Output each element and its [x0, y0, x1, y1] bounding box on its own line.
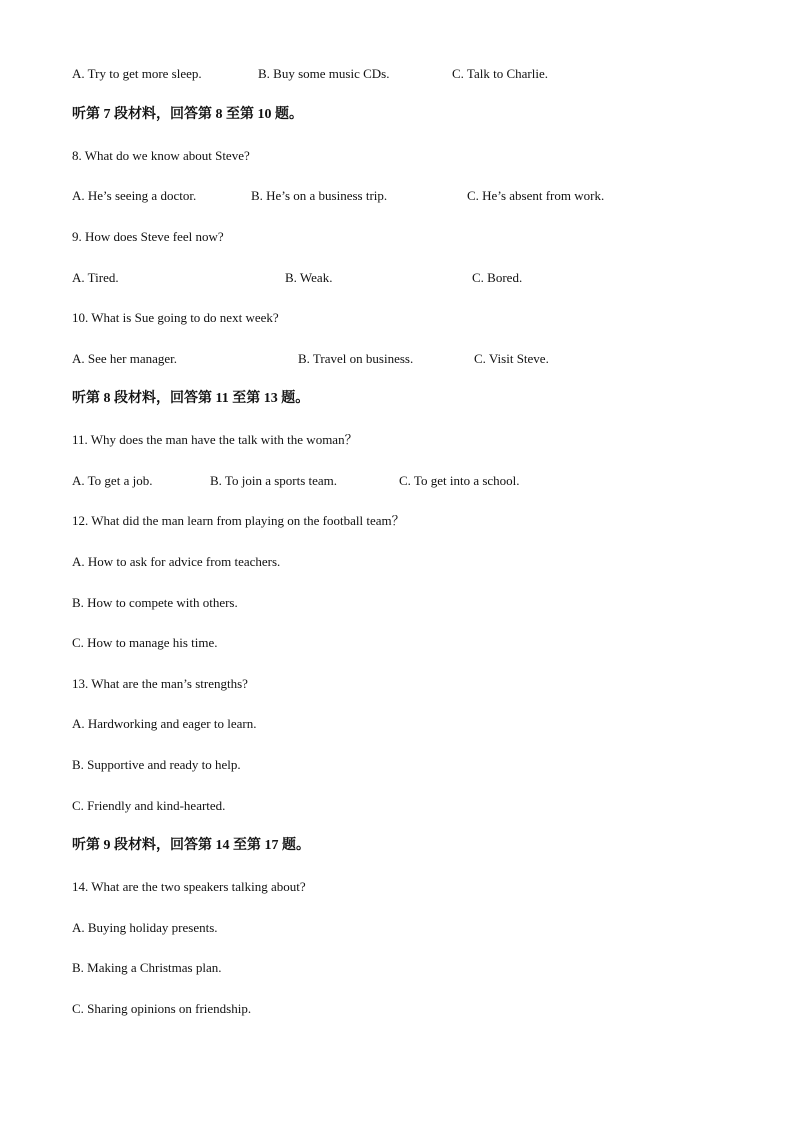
section-heading: 听第 9 段材料，回答第 14 至第 17 题。	[72, 838, 310, 853]
section-heading: 听第 8 段材料，回答第 11 至第 13 题。	[72, 391, 310, 406]
options-row	[0, 188, 794, 204]
question-line: 14. What are the two speakers talking about?	[72, 879, 306, 894]
question-line: 12. What did the man learn from playing on the football team？	[72, 513, 405, 528]
option-c: C. Visit Steve.	[474, 351, 549, 366]
option-c: C. To get into a school.	[399, 473, 520, 488]
question-line: 10. What is Sue going to do next week?	[72, 310, 279, 325]
question-line: C. Sharing opinions on friendship.	[72, 1001, 252, 1016]
option-a: A. He’s seeing a doctor.	[72, 188, 197, 203]
question-line: 8. What do we know about Steve?	[72, 148, 250, 163]
question-line: 9. How does Steve feel now?	[72, 229, 224, 244]
options-row	[0, 66, 794, 82]
option-b: B. Weak.	[285, 270, 333, 285]
option-b: B. He’s on a business trip.	[251, 188, 388, 203]
option-c: C. Talk to Charlie.	[452, 66, 548, 81]
question-line: C. How to manage his time.	[72, 635, 218, 650]
option-b: B. Travel on business.	[298, 351, 414, 366]
option-a: A. See her manager.	[72, 351, 178, 366]
option-a: A. Tired.	[72, 270, 119, 285]
option-a: A. To get a job.	[72, 473, 153, 488]
option-b: B. To join a sports team.	[210, 473, 338, 488]
question-line: 13. What are the man’s strengths?	[72, 676, 248, 691]
question-line: C. Friendly and kind-hearted.	[72, 798, 226, 813]
option-c: C. Bored.	[472, 270, 523, 285]
option-b: B. Buy some music CDs.	[258, 66, 390, 81]
option-a: A. Try to get more sleep.	[72, 66, 202, 81]
options-row	[0, 473, 794, 489]
question-line: 11. Why does the man have the talk with the woman？	[72, 432, 358, 447]
question-line: A. Buying holiday presents.	[72, 920, 218, 935]
option-c: C. He’s absent from work.	[467, 188, 605, 203]
question-line: B. Supportive and ready to help.	[72, 757, 241, 772]
options-row	[0, 270, 794, 286]
question-line: B. How to compete with others.	[72, 595, 238, 610]
options-row	[0, 351, 794, 367]
question-line: A. Hardworking and eager to learn.	[72, 716, 257, 731]
section-heading: 听第 7 段材料，回答第 8 至第 10 题。	[72, 107, 303, 122]
question-line: A. How to ask for advice from teachers.	[72, 554, 281, 569]
question-line: B. Making a Christmas plan.	[72, 960, 222, 975]
